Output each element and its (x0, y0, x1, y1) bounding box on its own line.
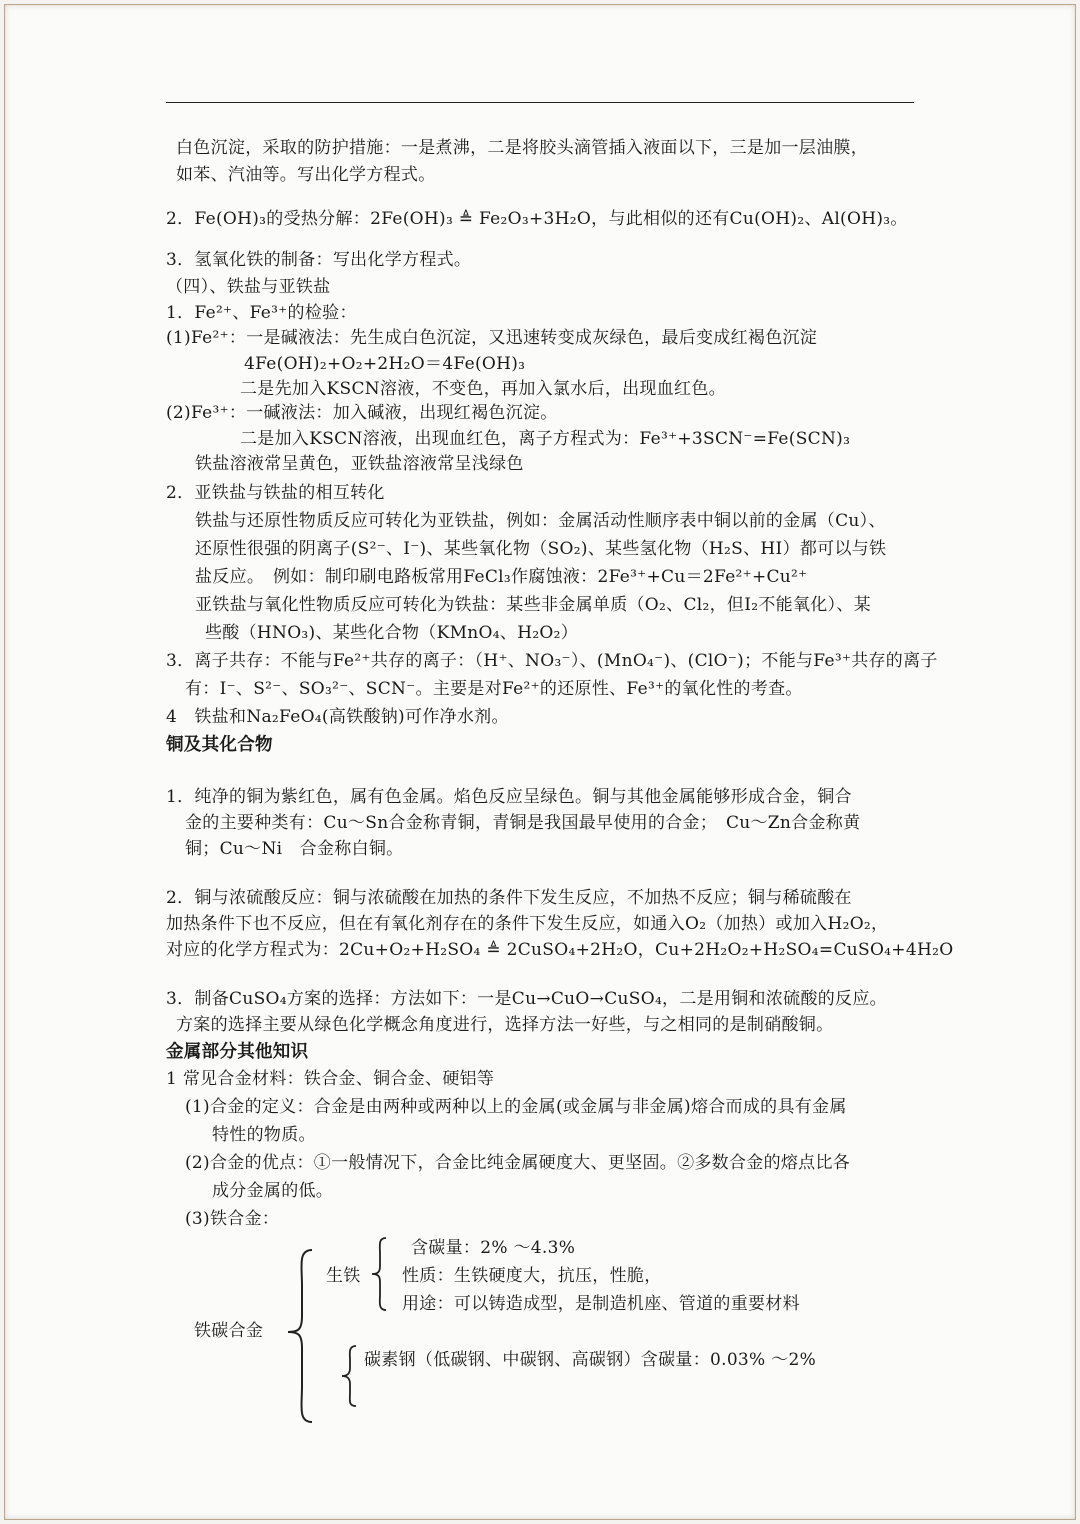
text-line: 2．铜与浓硫酸反应：铜与浓硫酸在加热的条件下发生反应，不加热不反应；铜与稀硫酸在 (166, 888, 852, 908)
text-line: 还原性很强的阴离子(S²⁻、I⁻)、某些氧化物（SO₂)、某些氢化物（H₂S、HI）都可以与铁 (195, 539, 887, 559)
text-line: (2)合金的优点：①一般情况下，合金比纯金属硬度大、更坚固。②多数合金的熔点比各 (185, 1153, 851, 1173)
text-line: 铁盐溶液常呈黄色，亚铁盐溶液常呈浅绿色 (195, 454, 524, 474)
text-line: 二是先加入KSCN溶液，不变色，再加入氯水后，出现血红色。 (240, 379, 726, 399)
text-line: 方案的选择主要从绿色化学概念角度进行，选择方法一好些，与之相同的是制硝酸铜。 (176, 1015, 834, 1035)
diagram-pig-iron-label: 生铁 (326, 1266, 361, 1286)
text-line: 盐反应。 例如：制印刷电路板常用FeCl₃作腐蚀液：2Fe³⁺+Cu＝2Fe²⁺+Cu²⁺ (195, 567, 808, 587)
text-line: (1)合金的定义：合金是由两种或两种以上的金属(或金属与非金属)熔合而成的具有金属 (185, 1097, 847, 1117)
text-line: 3．离子共存：不能与Fe²⁺共存的离子：（H⁺、NO₃⁻）、(MnO₄⁻)、(ClO⁻)；不能与Fe³⁺共存的离子 (166, 651, 938, 671)
diagram-property: 性质：生铁硬度大，抗压，性脆， (402, 1266, 662, 1286)
text-line: (2)Fe³⁺：一碱液法：加入碱液，出现红褐色沉淀。 (166, 403, 558, 423)
header-rule (166, 102, 914, 103)
diagram-usage: 用途：可以铸造成型，是制造机座、管道的重要材料 (402, 1294, 800, 1314)
diagram-root-label: 铁碳合金 (194, 1321, 264, 1341)
text-line: 有：I⁻、S²⁻、SO₃²⁻、SCN⁻。主要是对Fe²⁺的还原性、Fe³⁺的氧化性的考查。 (185, 679, 803, 699)
text-line: 对应的化学方程式为：2Cu+O₂+H₂SO₄ ≜ 2CuSO₄+2H₂O，Cu+2H₂O₂+H₂SO₄=CuSO₄+4H₂O (166, 940, 954, 960)
section-heading: （四）、铁盐与亚铁盐 (166, 277, 331, 297)
text-line: 加热条件下也不反应，但在有氧化剂存在的条件下发生反应，如通入O₂（加热）或加入H₂O₂， (166, 914, 889, 934)
text-line: 特性的物质。 (212, 1125, 316, 1145)
text-line: 金的主要种类有：Cu～Sn合金称青铜，青铜是我国最早使用的合金； Cu～Zn合金称黄 (185, 813, 861, 833)
equation-line: 4Fe(OH)₂+O₂+2H₂O＝4Fe(OH)₃ (244, 354, 526, 374)
text-line: 亚铁盐与氧化性物质反应可转化为铁盐：某些非金属单质（O₂、Cl₂，但I₂不能氧化）、某 (195, 595, 871, 615)
large-brace-icon (280, 1246, 320, 1426)
diagram-carbon-content: 含碳量：2% ～4.3% (411, 1238, 576, 1258)
section-heading: 铜及其化合物 (166, 735, 273, 755)
text-line: 2．亚铁盐与铁盐的相互转化 (166, 483, 385, 503)
pig-iron-brace-icon (366, 1236, 390, 1312)
text-line: 白色沉淀，采取的防护措施：一是煮沸，二是将胶头滴管插入液面以下，三是加一层油膜， (176, 138, 868, 158)
section-heading: 金属部分其他知识 (166, 1042, 309, 1062)
text-line: (1)Fe²⁺：一是碱液法：先生成白色沉淀，又迅速转变成灰绿色，最后变成红褐色沉淀 (166, 328, 818, 348)
text-line: 铜；Cu～Ni 合金称白铜。 (185, 839, 404, 859)
text-line: 成分金属的低。 (212, 1181, 334, 1201)
text-line: 3．氢氧化铁的制备：写出化学方程式。 (166, 250, 472, 270)
text-line: 如苯、汽油等。写出化学方程式。 (176, 165, 436, 185)
text-line: 2．Fe(OH)₃的受热分解：2Fe(OH)₃ ≜ Fe₂O₃+3H₂O，与此相似的还有Cu(OH)₂、Al(OH)₃。 (166, 209, 908, 229)
text-line: (3)铁合金： (185, 1209, 280, 1229)
text-line: 3．制备CuSO₄方案的选择：方法如下：一是Cu→CuO→CuSO₄，二是用铜和浓硫酸的反应。 (166, 989, 887, 1009)
text-line: 4 铁盐和Na₂FeO₄(高铁酸钠)可作净水剂。 (166, 707, 509, 727)
text-line: 1 常见合金材料：铁合金、铜合金、硬铝等 (166, 1069, 495, 1089)
text-line: 1．纯净的铜为紫红色，属有色金属。焰色反应呈绿色。铜与其他金属能够形成合金，铜合 (166, 787, 852, 807)
text-line: 些酸（HNO₃)、某些化合物（KMnO₄、H₂O₂） (205, 623, 579, 643)
text-line: 铁盐与还原性物质反应可转化为亚铁盐，例如：金属活动性顺序表中铜以前的金属（Cu）、 (195, 511, 886, 531)
carbon-steel-brace-icon (336, 1344, 360, 1408)
diagram-carbon-steel: 碳素钢（低碳钢、中碳钢、高碳钢）含碳量：0.03% ～2% (364, 1350, 817, 1370)
text-line: 1．Fe²⁺、Fe³⁺的检验： (166, 303, 357, 323)
text-line: 二是加入KSCN溶液，出现血红色，离子方程式为：Fe³⁺+3SCN⁻=Fe(SCN)₃ (240, 429, 851, 449)
